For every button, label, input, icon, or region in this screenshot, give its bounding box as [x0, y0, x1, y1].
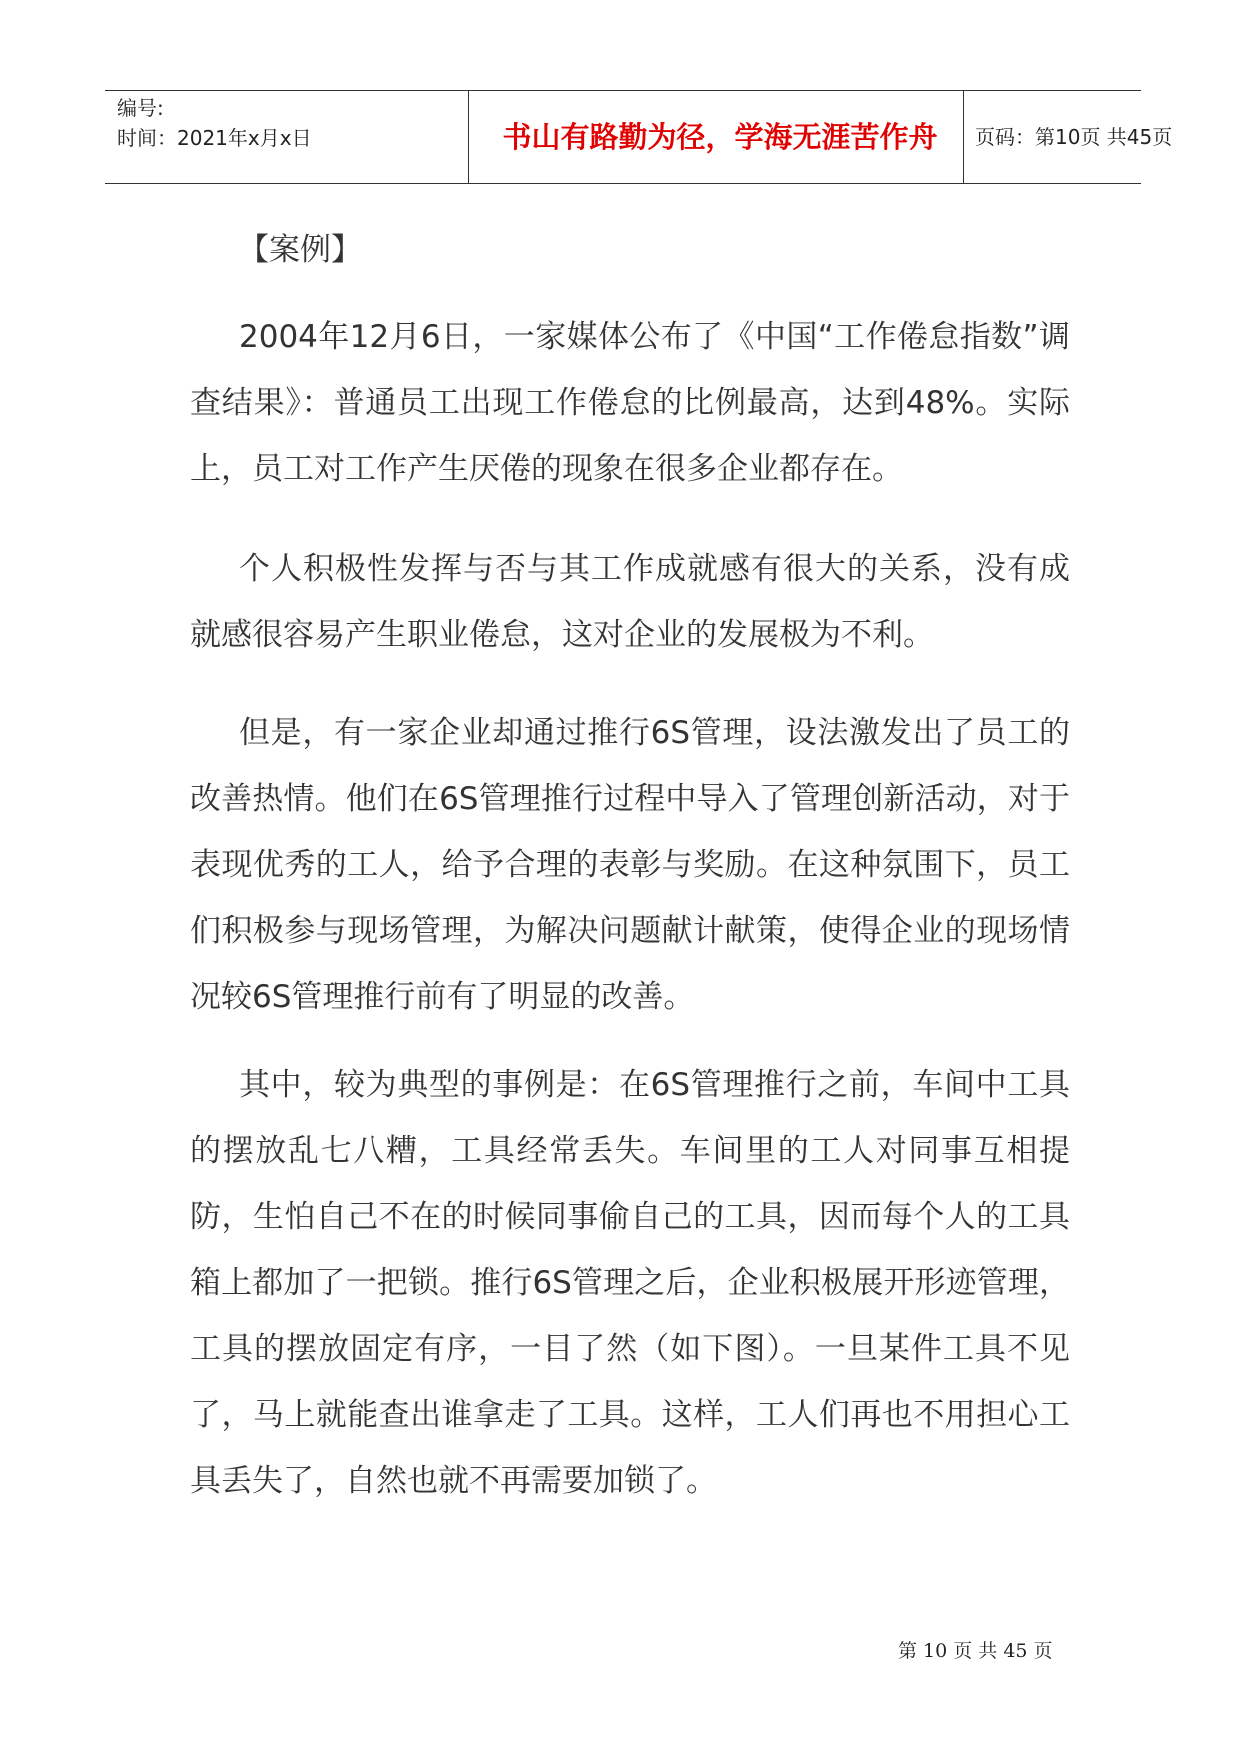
serial-label: 编号:	[117, 96, 164, 120]
time-label: 时间：2021年x月x日	[117, 126, 312, 150]
page-header	[105, 90, 1173, 184]
page-footer: 第 10 页 共 45 页	[898, 1640, 1053, 1662]
paragraph-3: 但是，有一家企业却通过推行6S管理，设法激发出了员工的改善热情。他们在6S管理推行过程中导入了管理创新活动，对于表现优秀的工人，给予合理的表彰与奖励。在这种氛围下，员工们积极参与现场管理，为解决问题献计献策，使得企业的现场情况较6S管理推行前有了明显的改善。	[190, 715, 1070, 1015]
paragraph-1: 2004年12月6日，一家媒体公布了《中国“工作倦怠指数”调查结果》：普通员工出现工作倦怠的比例最高，达到48%。实际上，员工对工作产生厌倦的现象在很多企业都存在。	[190, 319, 1070, 487]
section-title: 【案例】	[238, 232, 362, 268]
header-page-info: 页码：第10页 共45页	[975, 125, 1173, 149]
paragraph-4: 其中，较为典型的事例是：在6S管理推行之前，车间中工具的摆放乱七八糟，工具经常丢失。车间里的工人对同事互相提防，生怕自己不在的时候同事偷自己的工具，因而每个人的工具箱上都加了一把锁。推行6S管理之后，企业积极展开形迹管理，工具的摆放固定有序，一目了然（如下图）。一旦某件工具不见了，马上就能查出谁拿走了工具。这样，工人们再也不用担心工具丢失了，自然也就不再需要加锁了。	[190, 1067, 1070, 1499]
header-divider-right	[963, 91, 964, 183]
header-divider-left	[468, 91, 469, 183]
header-motto: 书山有路勤为径，学海无涯苦作舟	[502, 120, 938, 154]
paragraph-2: 个人积极性发挥与否与其工作成就感有很大的关系，没有成就感很容易产生职业倦怠，这对企业的发展极为不利。	[190, 551, 1070, 653]
header-meta	[117, 93, 467, 181]
